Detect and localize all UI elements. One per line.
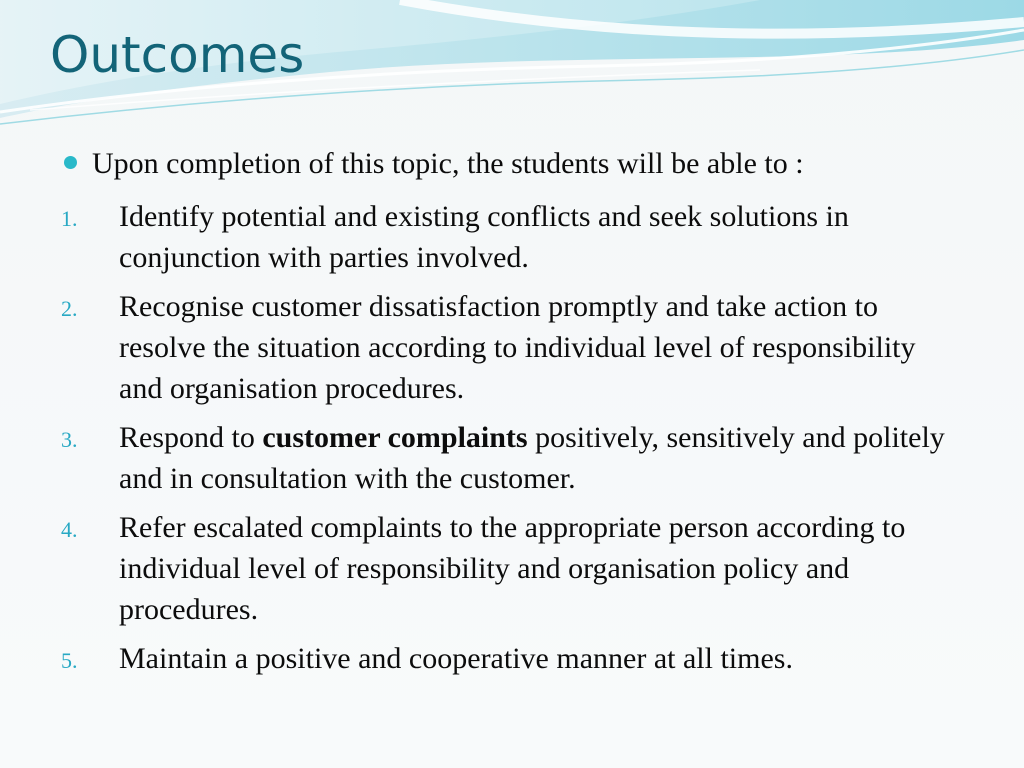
item-number: 5. (61, 648, 78, 673)
item-text: Recognise customer dissatisfaction promptly and take action to resolve the situation according to individual level of responsibility and organisation procedures. (119, 290, 916, 405)
list-item (0, 507, 1024, 630)
item-number: 2. (61, 296, 78, 321)
item-text: Refer escalated complaints to the appropriate person according to individual level of responsibility and organisation policy and procedures. (119, 511, 906, 626)
item-text-bold: customer complaints (262, 421, 528, 454)
intro-bullet (0, 144, 1024, 188)
slide-body (0, 144, 1024, 679)
outcomes-list (0, 196, 1024, 679)
item-number: 3. (61, 427, 78, 452)
list-item (0, 286, 1024, 409)
item-number: 1. (61, 206, 78, 231)
item-number: 4. (61, 517, 78, 542)
list-item (0, 417, 1024, 499)
bullet-dot-icon (64, 156, 77, 169)
item-text (119, 421, 945, 495)
item-text: Maintain a positive and cooperative manner at all times. (119, 642, 793, 675)
item-text-after: positively, sensitively and politely and in consultation with the customer. (119, 421, 945, 495)
page-title: Outcomes (50, 26, 305, 84)
list-item (0, 196, 1024, 278)
item-text: Identify potential and existing conflicts and seek solutions in conjunction with parties involved. (119, 200, 849, 274)
item-text-before: Respond to (119, 421, 263, 454)
list-item (0, 638, 1024, 679)
intro-text: Upon completion of this topic, the students will be able to : (92, 147, 804, 180)
